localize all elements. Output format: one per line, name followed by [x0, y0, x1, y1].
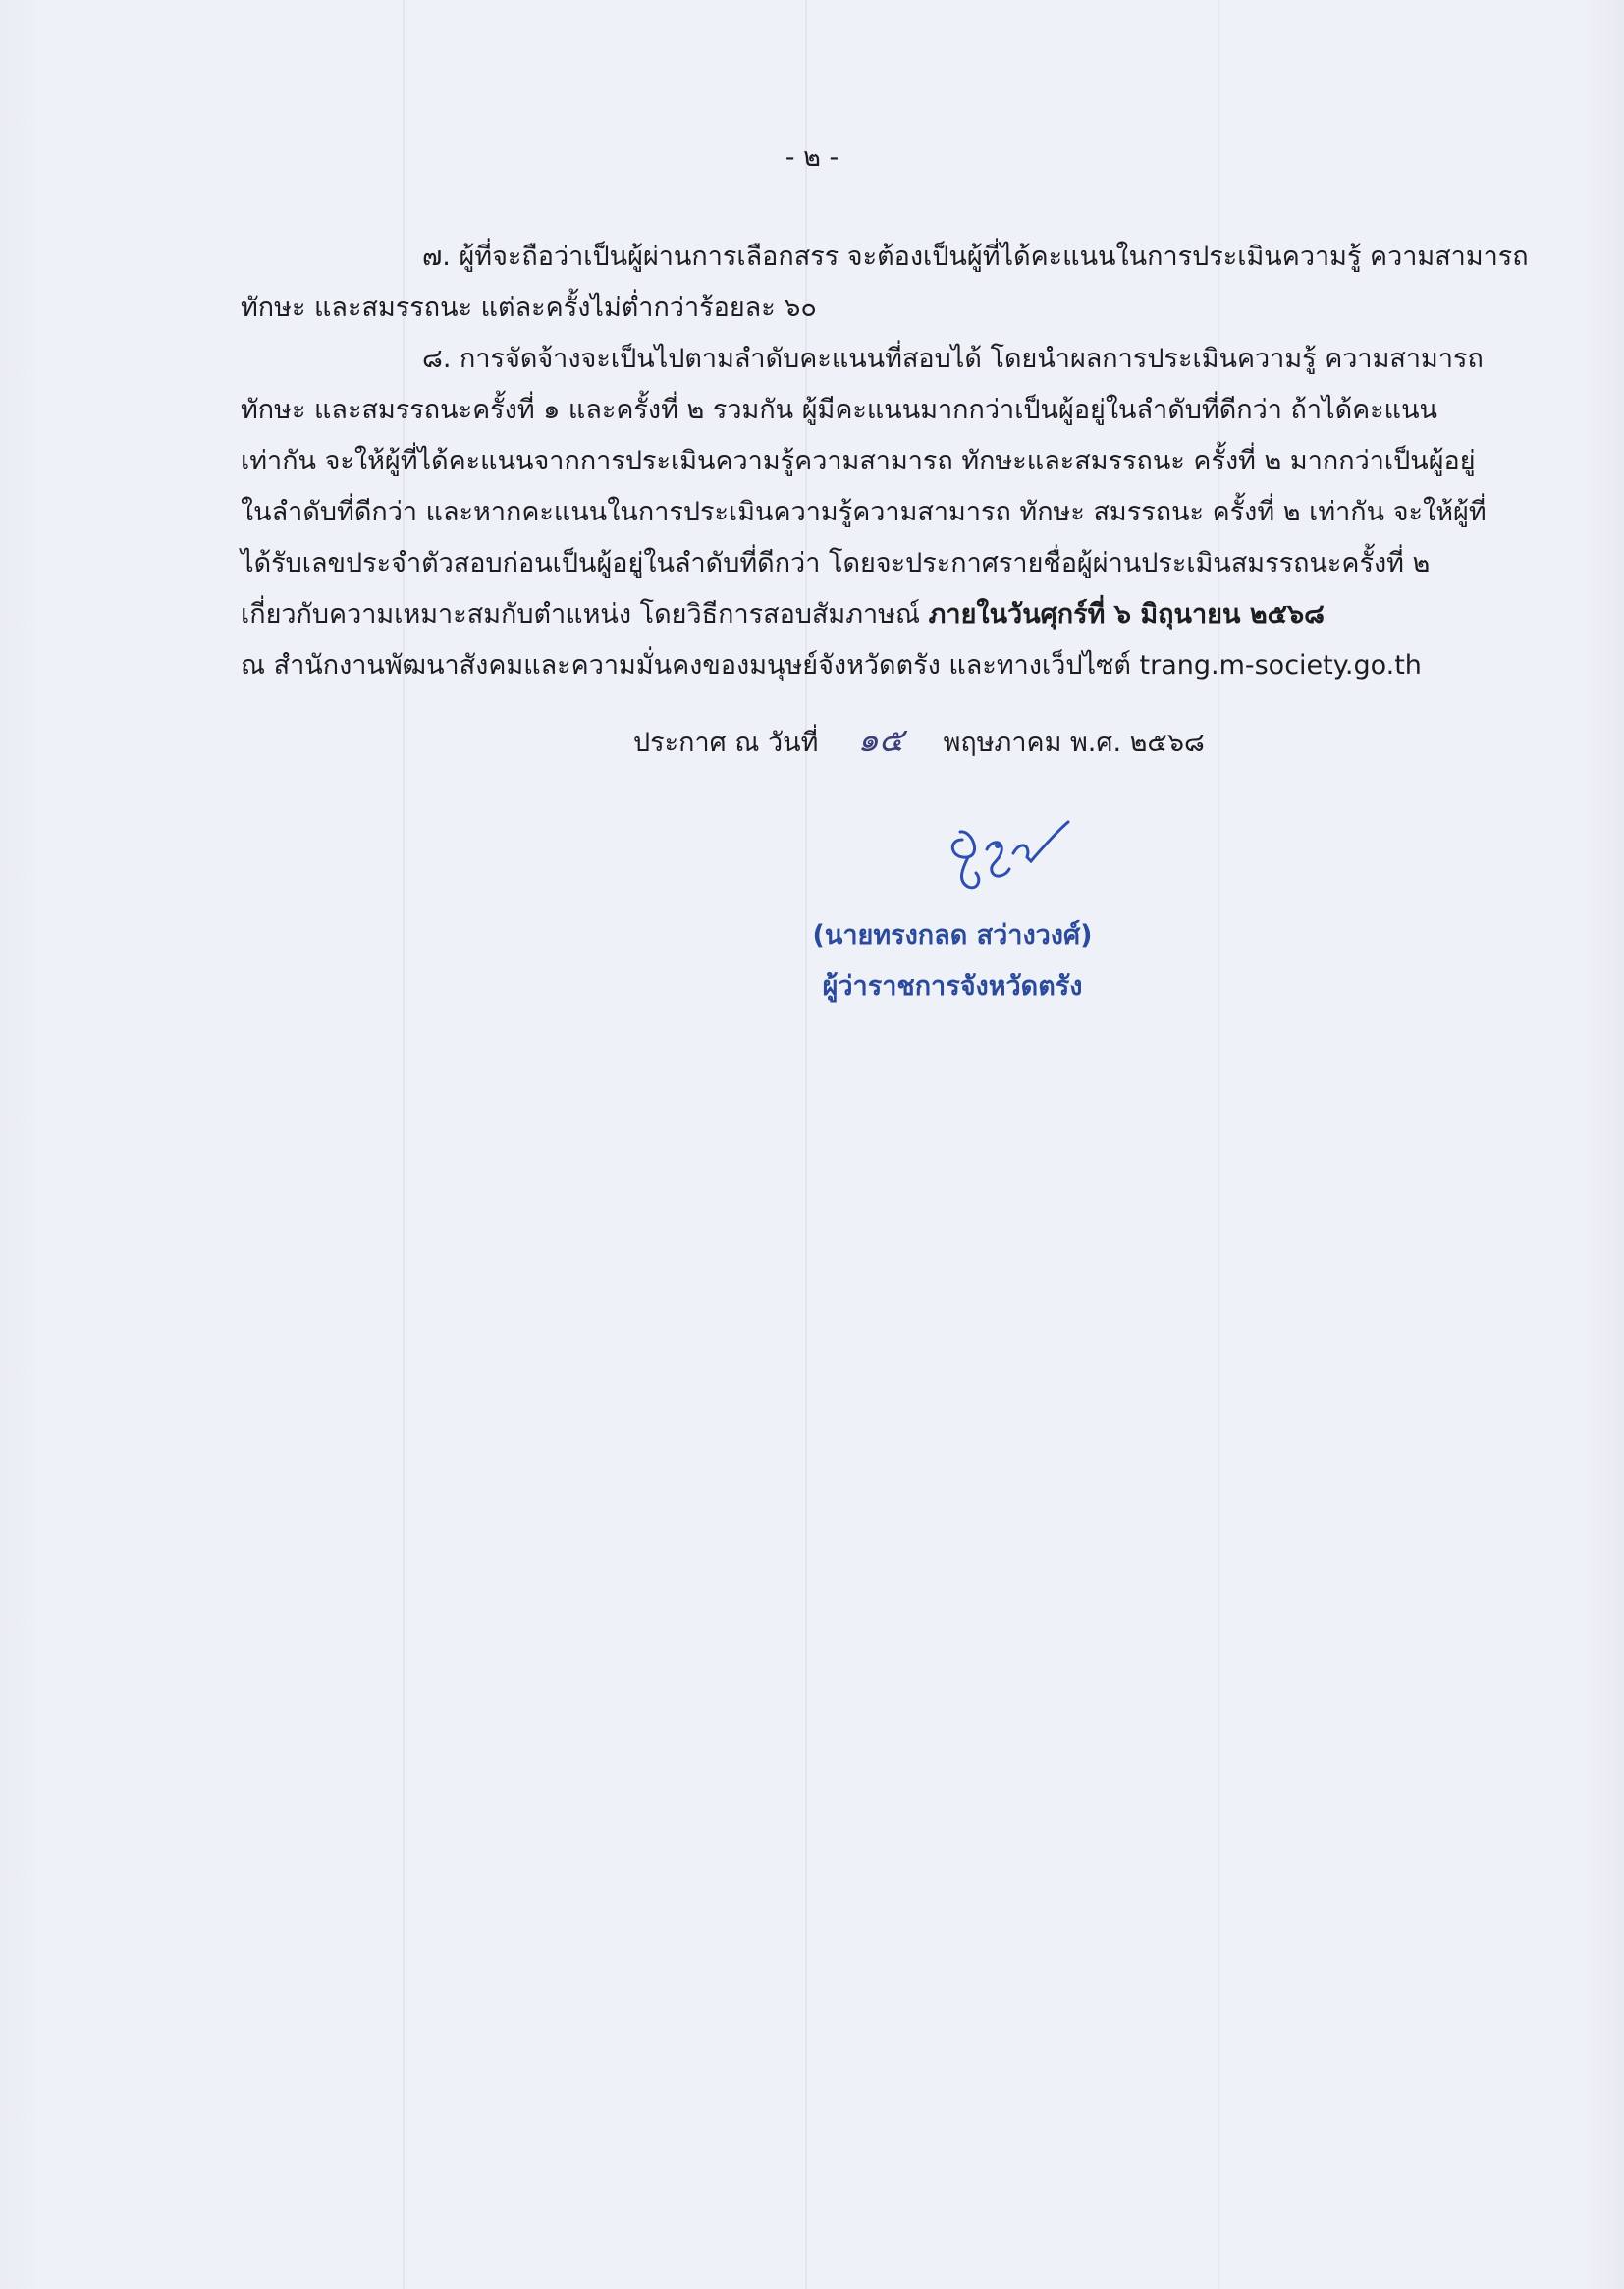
paper-crease [403, 0, 405, 2289]
para8-line6 [241, 591, 1497, 638]
para8-line6-text: เกี่ยวกับความเหมาะสมกับตำแหน่ง โดยวิธีการสอบสัมภาษณ์ [241, 599, 929, 629]
signature-image [933, 810, 1080, 899]
para8-line2: ทักษะ และสมรรถนะครั้งที่ ๑ และครั้งที่ ๒ รวมกัน ผู้มีคะแนนมากกว่าเป็นผู้อยู่ในลำดับที่ดีกว่า ถ้าได้คะแนน [241, 395, 1437, 425]
signer-title: ผู้ว่าราชการจังหวัดตรัง [822, 971, 1083, 1002]
para7-line1: ๗. ผู้ที่จะถือว่าเป็นผู้ผ่านการเลือกสรร จะต้องเป็นผู้ที่ได้คะแนนในการประเมินความรู้ ความสามารถ [422, 242, 1529, 272]
announcement-date [633, 717, 1205, 767]
handwritten-day: ๑๕ [857, 721, 904, 760]
para8-line3: เท่ากัน จะให้ผู้ที่ได้คะแนนจากการประเมินความรู้ความสามารถ ทักษะและสมรรถนะ ครั้งที่ ๒ มากกว่าเป็นผู้อยู่ [241, 446, 1476, 476]
announcement-prefix: ประกาศ ณ วันที่ [633, 728, 819, 758]
announcement-month-year: พฤษภาคม พ.ศ. ๒๕๖๘ [943, 728, 1205, 758]
signer-name: (นายทรงกลด สว่างวงศ์) [812, 920, 1093, 951]
para8-line5: ได้รับเลขประจำตัวสอบก่อนเป็นผู้อยู่ในลำดับที่ดีกว่า โดยจะประกาศรายชื่อผู้ผ่านประเมินสมรรถนะครั้งที่ ๒ [241, 548, 1431, 578]
para8-line1: ๘. การจัดจ้างจะเป็นไปตามลำดับคะแนนที่สอบได้ โดยนำผลการประเมินความรู้ ความสามารถ [422, 344, 1484, 374]
para8-line4: ในลำดับที่ดีกว่า และหากคะแนนในการประเมินความรู้ความสามารถ ทักษะ สมรรถนะ ครั้งที่ ๒ เท่ากัน จะให้ผู้ที่ [241, 497, 1487, 527]
para7-line2: ทักษะ และสมรรถนะ แต่ละครั้งไม่ต่ำกว่าร้อยละ ๖๐ [241, 293, 817, 323]
para8-line7: ณ สำนักงานพัฒนาสังคมและความมั่นคงของมนุษย์จังหวัดตรัง และทางเว็ปไซต์ trang.m-society.go.th [241, 650, 1422, 681]
deadline-date: ภายในวันศุกร์ที่ ๖ มิถุนายน ๒๕๖๘ [928, 599, 1326, 629]
page-number: - ๒ - [785, 142, 839, 173]
